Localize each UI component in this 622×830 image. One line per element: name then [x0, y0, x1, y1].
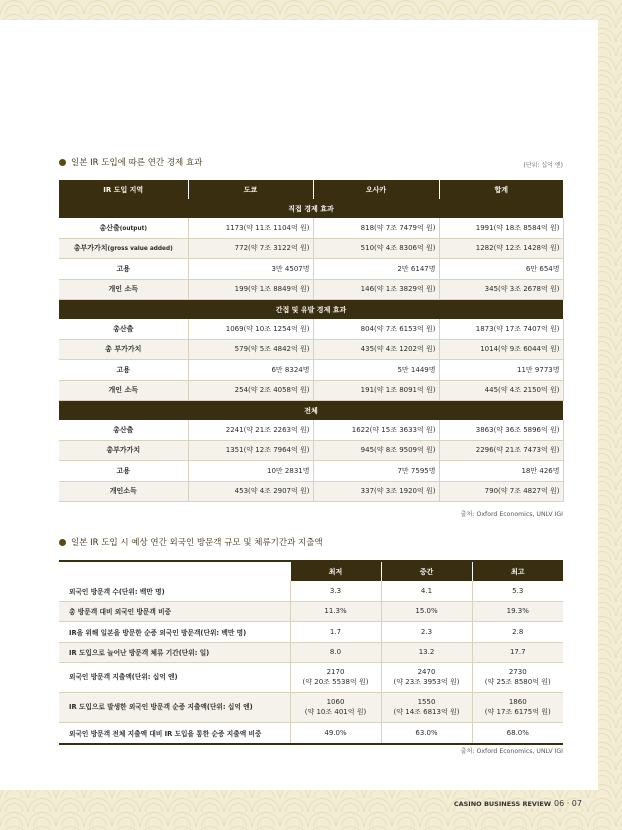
magazine-name: CASINO BUSINESS REVIEW [453, 800, 551, 808]
row-label-text: 개인소득 [109, 487, 137, 496]
cell-sub: (약 14조 6813억 원) [393, 707, 460, 716]
cell-value [290, 601, 381, 622]
cell-value: 579(약 5조 4842억 원) [188, 339, 313, 360]
table-row [59, 642, 563, 663]
cell-value: 254(약 2조 4058억 원) [188, 380, 313, 401]
cell-value: 18만 426명 [439, 461, 563, 482]
cell-value [472, 622, 563, 643]
cell-value: 345(약 3조 2678억 원) [439, 279, 563, 300]
header-osaka: 오사카 [313, 180, 439, 199]
cell-value [290, 622, 381, 643]
cell-main: 1860 [508, 698, 527, 707]
section1-title: 일본 IR 도입에 따른 연간 경제 효과 [59, 156, 202, 168]
cell-value: 1173(약 11조 1104억 원) [188, 218, 313, 238]
cell-main: 17.7 [509, 648, 526, 657]
cell-main: 2.3 [420, 627, 433, 636]
group-header-row [59, 199, 563, 218]
page-numbers: 06 · 07 [554, 799, 582, 808]
row-label-text: 고용 [116, 264, 131, 273]
cell-value: 2241(약 21조 2263억 원) [188, 420, 313, 440]
cell-value [381, 723, 472, 744]
cell-main: 4.1 [420, 586, 433, 595]
table-row [59, 440, 563, 461]
page-footer [454, 799, 582, 808]
visitor-table [59, 560, 563, 745]
section1-unit: (단위: 십억 엔) [523, 162, 563, 169]
table-row [59, 238, 563, 259]
cell-value [472, 723, 563, 744]
row-label [59, 481, 188, 502]
cell-value: 2296(약 21조 7473억 원) [439, 440, 563, 461]
cell-value: 445(약 4조 2150억 원) [439, 380, 563, 401]
cell-value: 191(약 1조 8091억 원) [313, 380, 439, 401]
group-header-row [59, 401, 563, 421]
cell-value: 3863(약 36조 5896억 원) [439, 420, 563, 440]
header-region: IR 도입 지역 [59, 180, 188, 199]
row-label [59, 461, 188, 482]
cell-value [381, 581, 472, 601]
row-label-text: 개인 소득 [108, 386, 138, 395]
cell-value: 790(약 7조 4827억 원) [439, 481, 563, 502]
row-label [59, 279, 188, 300]
section2-title: 일본 IR 도입 시 예상 연간 외국인 방문객 규모 및 체류기간과 지출액 [59, 536, 323, 548]
header-tokyo: 도쿄 [188, 180, 313, 199]
table-row [59, 461, 563, 482]
cell-value [472, 663, 563, 693]
cell-value: 10만 2831명 [188, 461, 313, 482]
cell-main: 2170 [326, 668, 345, 677]
cell-value: 5만 1449명 [313, 360, 439, 381]
cell-value [381, 693, 472, 723]
row-label-note: (gross value added) [107, 246, 173, 253]
row-label-text: 고용 [116, 365, 131, 374]
row-label: 총 방문객 대비 외국인 방문객 비중 [59, 601, 290, 622]
cell-main: 2470 [417, 668, 436, 677]
section1-source: 출처: Oxford Economics, UNLV IGI [460, 511, 563, 518]
table-row [59, 663, 563, 693]
cell-value: 453(약 4조 2907억 원) [188, 481, 313, 502]
cell-sub: (약 17조 6175억 원) [484, 707, 551, 716]
row-label-text: 고용 [116, 466, 131, 475]
section2-source: 출처: Oxford Economics, UNLV IGI [460, 748, 563, 755]
table-row [59, 218, 563, 238]
cell-sub: (약 25조 8580억 원) [484, 677, 551, 686]
cell-main: 1.7 [329, 627, 342, 636]
row-label: 외국인 방문객 지출액(단위: 십억 엔) [59, 663, 290, 693]
table-row [59, 693, 563, 723]
cell-sub: (약 10조 401억 원) [304, 707, 367, 716]
cell-main: 5.3 [512, 586, 524, 595]
cell-value: 1351(약 12조 7964억 원) [188, 440, 313, 461]
cell-value: 804(약 7조 6153억 원) [313, 319, 439, 339]
cell-value [381, 622, 472, 643]
cell-main: 49.0% [324, 728, 347, 737]
cell-value: 945(약 8조 9509억 원) [313, 440, 439, 461]
header-mid: 중간 [381, 561, 472, 581]
cell-value: 1991(약 18조 8584억 원) [439, 218, 563, 238]
table-row [59, 420, 563, 440]
cell-sub: (약 20조 5538억 원) [302, 677, 369, 686]
table-row [59, 581, 563, 601]
cell-main: 19.3% [506, 607, 529, 616]
table-row [59, 723, 563, 744]
cell-value [472, 581, 563, 601]
cell-value [290, 723, 381, 744]
bullet-dot-icon [59, 539, 66, 546]
cell-main: 63.0% [415, 728, 438, 737]
row-label [59, 339, 188, 360]
cell-value [472, 601, 563, 622]
row-label [59, 218, 188, 238]
cell-value: 1622(약 15조 3633억 원) [313, 420, 439, 440]
economic-effect-table [59, 180, 564, 502]
row-label: 외국인 방문객 전체 지출액 대비 IR 도입을 통한 순증 지출액 비중 [59, 723, 290, 744]
row-label [59, 259, 188, 280]
cell-value: 6만 654명 [439, 259, 563, 280]
cell-value [472, 642, 563, 663]
group-title: 직접 경제 효과 [59, 199, 563, 218]
row-label: IR을 위해 일본을 방문한 순증 외국인 방문객(단위: 백만 명) [59, 622, 290, 643]
table-row [59, 339, 563, 360]
row-label [59, 440, 188, 461]
cell-value: 6만 8324명 [188, 360, 313, 381]
cell-value [290, 693, 381, 723]
row-label [59, 319, 188, 339]
row-label-text: 총 부가가치 [105, 345, 142, 354]
row-label-text: 총부가가치 [73, 244, 108, 253]
cell-main: 8.0 [329, 648, 342, 657]
header-blank [59, 561, 290, 581]
row-label-text: 총산출 [113, 324, 134, 333]
table-row [59, 380, 563, 401]
group-title: 전체 [59, 401, 563, 421]
row-label-text: 총산출 [113, 425, 134, 434]
row-label [59, 238, 188, 259]
cell-value: 337(약 3조 1920억 원) [313, 481, 439, 502]
cell-value [290, 642, 381, 663]
cell-value: 1069(약 10조 1254억 원) [188, 319, 313, 339]
cell-value [472, 693, 563, 723]
table-row [59, 259, 563, 280]
cell-value: 146(약 1조 3829억 원) [313, 279, 439, 300]
header-total: 합계 [439, 180, 563, 199]
table-row [59, 601, 563, 622]
cell-sub: (약 23조 3953억 원) [393, 677, 460, 686]
cell-main: 11.3% [324, 607, 347, 616]
cell-main: 68.0% [506, 728, 529, 737]
cell-value: 772(약 7조 3122억 원) [188, 238, 313, 259]
cell-value: 435(약 4조 1202억 원) [313, 339, 439, 360]
cell-value [381, 642, 472, 663]
row-label-text: 총부가가치 [106, 446, 141, 455]
cell-main: 2730 [508, 668, 527, 677]
cell-main: 1550 [417, 698, 436, 707]
cell-value: 7만 7595명 [313, 461, 439, 482]
row-label-note: (output) [119, 225, 148, 232]
cell-value: 1282(약 12조 1428억 원) [439, 238, 563, 259]
cell-value: 1014(약 9조 6044억 원) [439, 339, 563, 360]
cell-main: 13.2 [418, 648, 435, 657]
cell-value: 510(약 4조 8306억 원) [313, 238, 439, 259]
table-header-row [59, 561, 563, 581]
table-header-row [59, 180, 563, 199]
cell-value: 199(약 1조 8849억 원) [188, 279, 313, 300]
table-row [59, 481, 563, 502]
row-label: IR 도입으로 늘어난 방문객 체류 기간(단위: 일) [59, 642, 290, 663]
cell-value [290, 581, 381, 601]
row-label: 외국인 방문객 수(단위: 백만 명) [59, 581, 290, 601]
cell-value [381, 663, 472, 693]
group-title: 간접 및 유발 경제 효과 [59, 300, 563, 320]
header-min: 최저 [290, 561, 381, 581]
bullet-dot-icon [59, 159, 66, 166]
row-label: IR 도입으로 발생한 외국인 방문객 순증 지출액(단위: 십억 엔) [59, 693, 290, 723]
cell-value: 11만 9773명 [439, 360, 563, 381]
cell-value: 3만 4507명 [188, 259, 313, 280]
row-label-text: 총산출 [99, 223, 120, 232]
table-row [59, 360, 563, 381]
cell-main: 1060 [326, 698, 345, 707]
row-label [59, 360, 188, 381]
table-row [59, 319, 563, 339]
row-label-text: 개인 소득 [108, 285, 138, 294]
row-label [59, 380, 188, 401]
group-header-row [59, 300, 563, 320]
cell-main: 15.0% [415, 607, 438, 616]
cell-value: 818(약 7조 7479억 원) [313, 218, 439, 238]
cell-value [290, 663, 381, 693]
row-label [59, 420, 188, 440]
table-row [59, 279, 563, 300]
cell-main: 2.8 [512, 627, 524, 636]
cell-main: 3.3 [329, 586, 342, 595]
table-row [59, 622, 563, 643]
cell-value: 2만 6147명 [313, 259, 439, 280]
cell-value: 1873(약 17조 7407억 원) [439, 319, 563, 339]
header-max: 최고 [472, 561, 563, 581]
cell-value [381, 601, 472, 622]
